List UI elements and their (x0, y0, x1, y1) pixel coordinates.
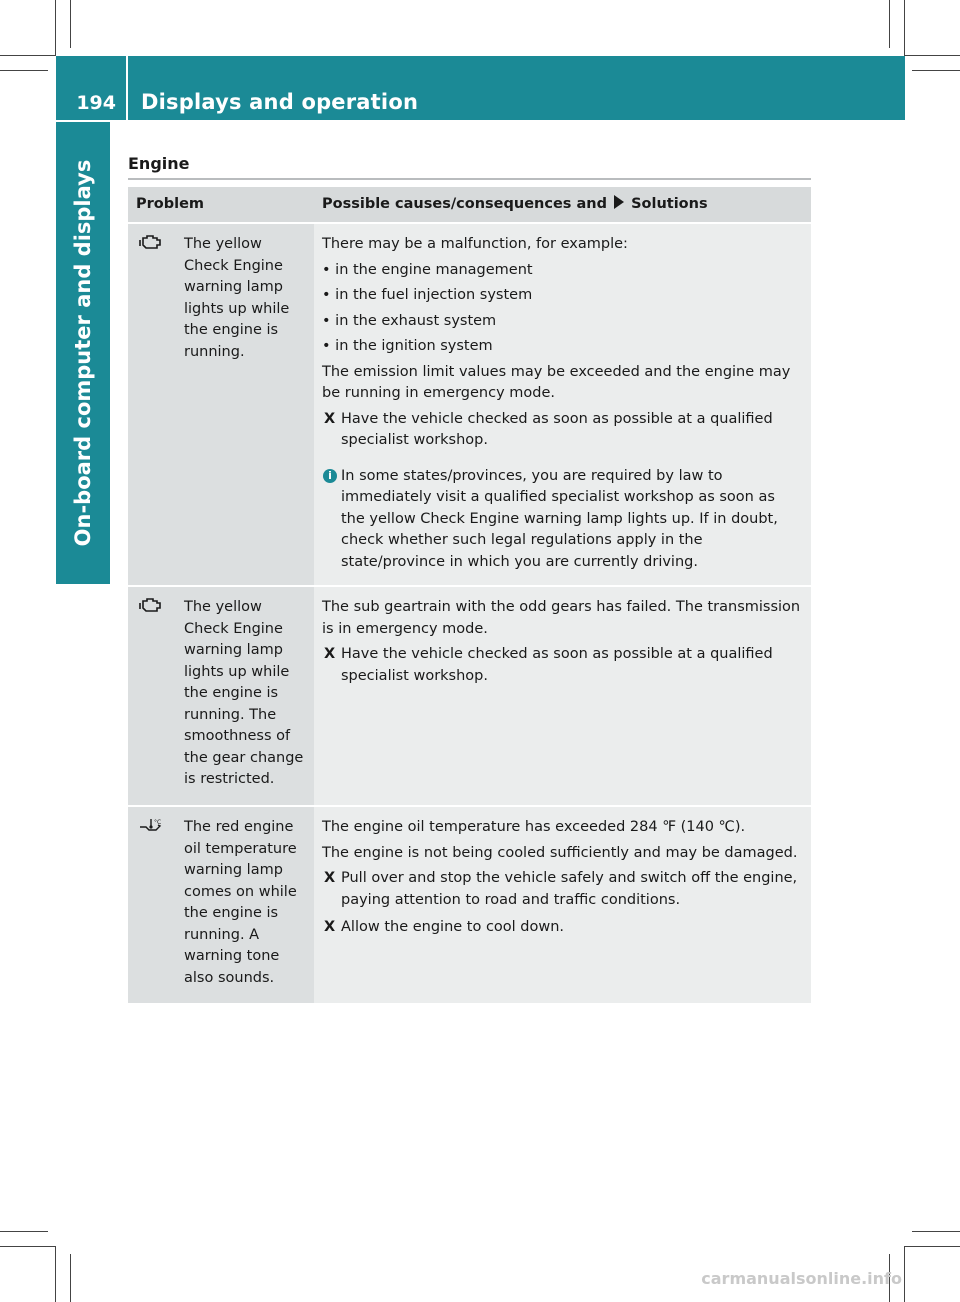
oil-temperature-lamp-icon (138, 817, 184, 989)
step-marker-icon: X (324, 919, 336, 935)
crop-mark (912, 70, 960, 71)
section-divider (128, 178, 811, 180)
action-step-text: Have the vehicle checked as soon as possible at a qualified specialist workshop. (341, 410, 773, 448)
list-item (322, 311, 803, 333)
page-number-box (56, 56, 126, 120)
problem-cell (128, 586, 314, 806)
engine-problem-table (128, 187, 811, 1003)
solution-intro: The sub geartrain with the odd gears has failed. The transmission is in emergency mode. (322, 599, 801, 637)
crop-mark (55, 0, 56, 56)
table-row (128, 586, 811, 806)
list-item (322, 285, 803, 307)
crop-mark (905, 1246, 960, 1247)
section-title: Engine (128, 154, 190, 173)
step-marker-icon: X (324, 646, 336, 662)
crop-mark (0, 1246, 56, 1247)
bullet-marker: • (322, 338, 331, 354)
problem-text: The red engine oil temperature warning lamp comes on while the engine is running. A warning tone also sounds. (184, 819, 297, 986)
column-header-solutions (314, 187, 811, 223)
arrow-right-icon (614, 195, 624, 209)
crop-mark (905, 55, 960, 56)
list-item-text: in the engine management (335, 261, 533, 278)
page-number: 194 (76, 92, 116, 114)
solution-text: The emission limit values may be exceeded and the engine may be running in emergency mode. (322, 363, 791, 401)
problem-text: The yellow Check Engine warning lamp lights up while the engine is running. The smoothness of the gear change is restricted. (184, 599, 304, 787)
crop-mark (912, 1231, 960, 1232)
list-item-text: in the ignition system (335, 338, 493, 354)
solution-cell (314, 806, 811, 1003)
solution-cell (314, 223, 811, 586)
page-header (128, 56, 905, 120)
crop-mark (0, 55, 56, 56)
solution-cell (314, 586, 811, 806)
svg-text:°C: °C (154, 819, 162, 826)
check-engine-lamp-icon (138, 234, 184, 363)
crop-mark (55, 1246, 56, 1302)
solution-text: The engine is not being cooled sufficiently and may be damaged. (322, 844, 798, 861)
solution-intro: There may be a malfunction, for example: (322, 236, 628, 252)
info-icon: i (323, 469, 337, 483)
crop-mark (70, 1254, 71, 1302)
info-note-text: In some states/provinces, you are required by law to immediately visit a qualified specialist workshop as soon as the yellow Check Engine warning lamp lights up. If in doubt, check whether such legal regulations apply in the state/province in which you are currently driving. (341, 467, 778, 570)
problem-cell (128, 806, 314, 1003)
crop-mark (904, 0, 905, 56)
step-marker-icon: X (324, 410, 336, 427)
chapter-tab (56, 122, 110, 584)
list-item-text: in the fuel injection system (335, 287, 533, 303)
action-step (322, 644, 803, 687)
column-header-problem: Problem (128, 187, 314, 223)
action-step-text: Pull over and stop the vehicle safely and switch off the engine, paying attention to road and traffic conditions. (341, 870, 798, 908)
problem-text: The yellow Check Engine warning lamp lights up while the engine is running. (184, 236, 290, 360)
table-row (128, 806, 811, 1003)
table-header-row (128, 187, 811, 223)
info-note (322, 466, 803, 574)
page-title: Displays and operation (141, 90, 419, 114)
list-item (322, 260, 803, 282)
chapter-tab-label: On-board computer and displays (71, 159, 95, 547)
column-header-solutions-suffix: Solutions (631, 195, 708, 212)
action-step (322, 917, 803, 939)
solution-intro: The engine oil temperature has exceeded 284 ℉ (140 ℃). (322, 819, 746, 835)
crop-mark (0, 1231, 48, 1232)
bullet-marker: • (322, 287, 331, 303)
action-step-text: Have the vehicle checked as soon as possible at a qualified specialist workshop. (341, 646, 773, 684)
table-row (128, 223, 811, 586)
bullet-marker: • (322, 312, 331, 329)
action-step-text: Allow the engine to cool down. (341, 919, 565, 935)
bullet-marker: • (322, 261, 331, 278)
crop-mark (904, 1246, 905, 1302)
column-header-solutions-prefix: Possible causes/consequences and (322, 195, 607, 212)
action-step (322, 868, 803, 911)
crop-mark (0, 70, 48, 71)
list-item (322, 336, 803, 358)
crop-mark (889, 0, 890, 48)
check-engine-lamp-icon (138, 597, 184, 791)
watermark: carmanualsonline.info (701, 1269, 902, 1288)
crop-mark (70, 0, 71, 48)
step-marker-icon: X (324, 870, 336, 886)
problem-cell (128, 223, 314, 586)
list-item-text: in the exhaust system (335, 312, 497, 329)
action-step (322, 409, 803, 452)
